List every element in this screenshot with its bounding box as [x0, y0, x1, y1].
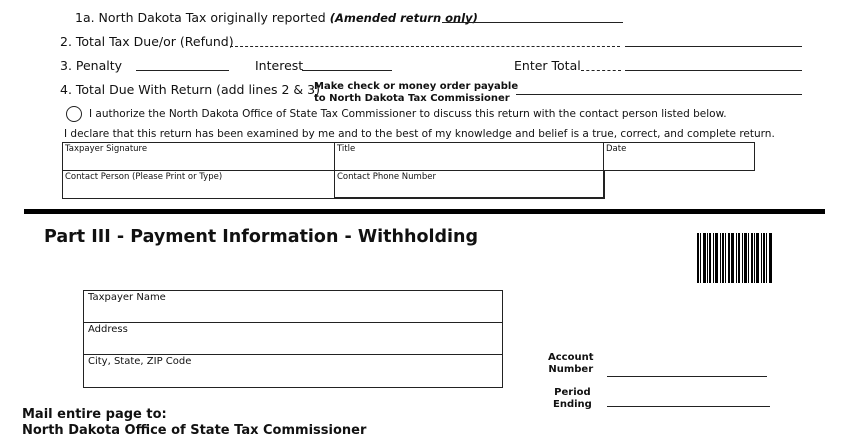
taxpayer-name-field[interactable]: [83, 290, 503, 323]
line-2-field[interactable]: [625, 46, 802, 47]
enter-total-field[interactable]: [625, 70, 802, 71]
authorize-radio[interactable]: [66, 106, 82, 122]
line-3-penalty-label: 3. Penalty: [60, 58, 123, 73]
part-3-heading: Part III - Payment Information - Withholding: [44, 227, 478, 247]
period-ending-field[interactable]: [607, 406, 770, 407]
period-ending-label: [553, 387, 592, 411]
taxpayer-signature-label: Taxpayer Signature: [65, 144, 148, 154]
period-label-1: Period: [554, 387, 591, 398]
address-field[interactable]: [83, 322, 503, 355]
account-label-1: Account: [548, 352, 594, 363]
line-1a-label: [75, 10, 478, 25]
enter-total-label: Enter Total: [514, 58, 581, 73]
period-label-2: Ending: [553, 399, 592, 410]
interest-label: Interest: [255, 58, 304, 73]
authorization-text: I authorize the North Dakota Office of State Tax Commissioner to discuss this return with the contact person listed below.: [89, 108, 727, 120]
section-divider: [24, 209, 825, 214]
date-field[interactable]: [603, 142, 755, 171]
mail-line-2: North Dakota Office of State Tax Commissioner: [22, 423, 367, 438]
line-1a-field[interactable]: [442, 22, 623, 23]
account-number-field[interactable]: [607, 376, 767, 377]
address-label: Address: [88, 324, 128, 335]
account-label-2: Number: [548, 364, 594, 375]
contact-phone-field[interactable]: [334, 170, 605, 199]
contact-person-label: Contact Person (Please Print or Type): [65, 172, 223, 182]
amended-note: (Amended return only): [329, 11, 478, 25]
title-label: Title: [337, 144, 356, 154]
title-field[interactable]: [334, 142, 604, 171]
enter-total-leader: [581, 70, 621, 71]
city-state-zip-label: City, State, ZIP Code: [88, 356, 192, 367]
line-2-leader: [230, 46, 620, 47]
barcode-image: [697, 233, 772, 283]
date-label: Date: [606, 144, 627, 154]
line-2-label: 2. Total Tax Due/or (Refund): [60, 34, 234, 49]
line-4-field[interactable]: [516, 94, 802, 95]
contact-phone-label: Contact Phone Number: [337, 172, 436, 182]
declaration-text: I declare that this return has been examined by me and to the best of my knowledge and belief is a true, correct, and complete return.: [64, 128, 775, 140]
penalty-field[interactable]: [136, 70, 229, 71]
city-state-zip-field[interactable]: [83, 354, 503, 388]
interest-field[interactable]: [302, 70, 392, 71]
line-1a-text: 1a. North Dakota Tax originally reported: [75, 10, 326, 25]
taxpayer-name-label: Taxpayer Name: [88, 292, 166, 303]
line-4-label: 4. Total Due With Return (add lines 2 & 3): [60, 82, 320, 97]
account-number-label: [548, 352, 593, 376]
mail-to-block: [22, 407, 366, 439]
payable-note: [314, 81, 518, 105]
mail-line-1: Mail entire page to:: [22, 407, 167, 422]
contact-person-field[interactable]: [62, 170, 335, 199]
payable-line-2: to North Dakota Tax Commissioner: [314, 93, 510, 104]
taxpayer-signature-field[interactable]: [62, 142, 335, 171]
payable-line-1: Make check or money order payable: [314, 81, 519, 92]
